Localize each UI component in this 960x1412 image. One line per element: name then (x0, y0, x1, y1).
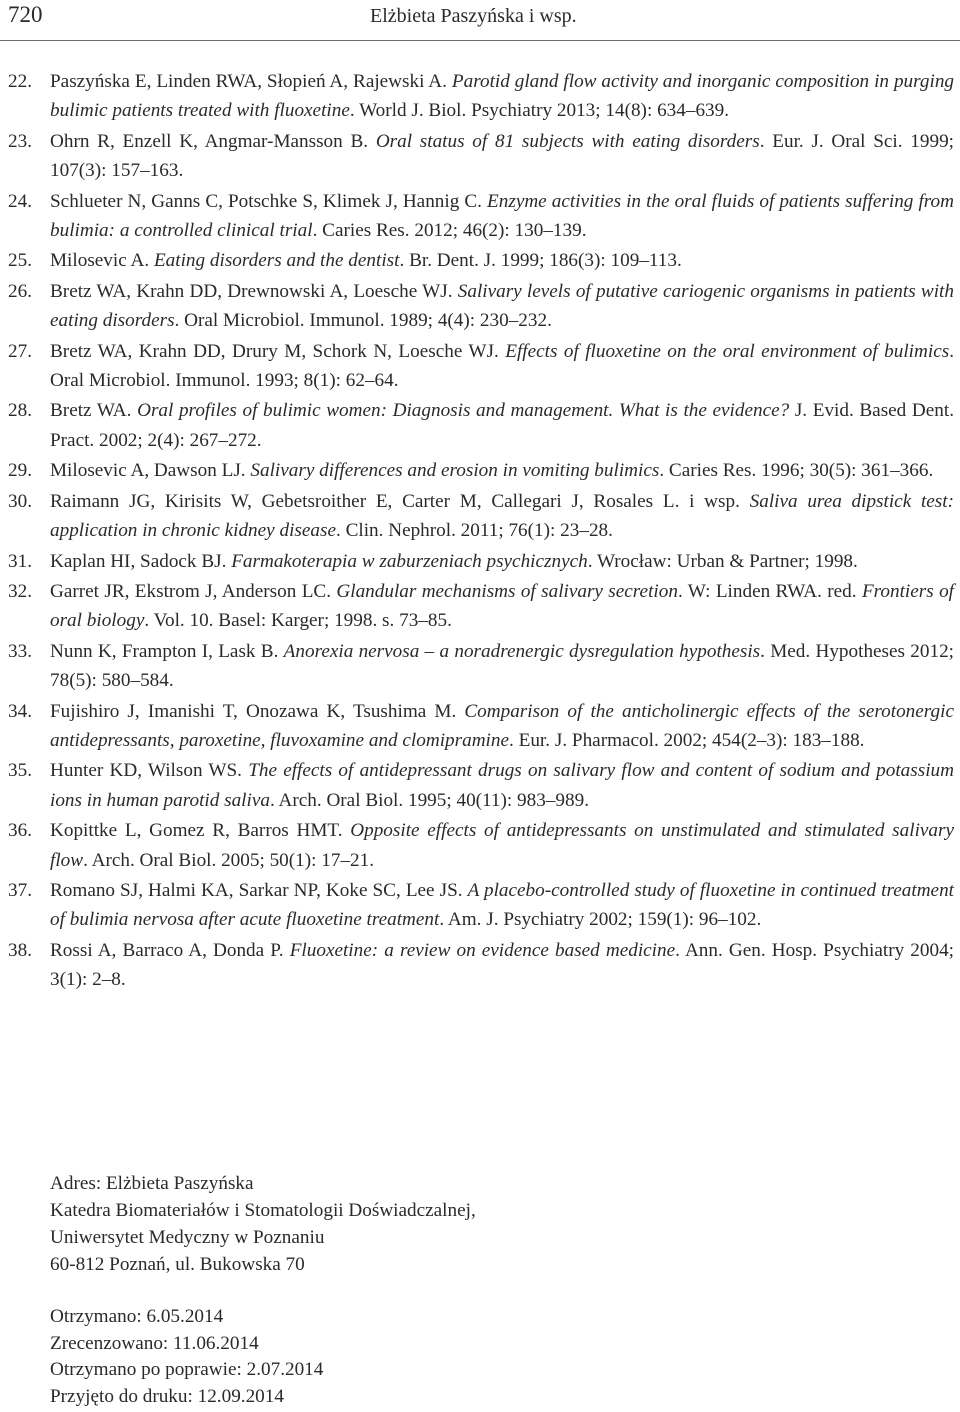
running-head: Elżbieta Paszyńska i wsp. (370, 5, 577, 27)
reference-authors: Bretz WA, Krahn DD, Drewnowski A, Loesche WJ. (50, 280, 458, 302)
reference-title: Anorexia nervosa – a noradrenergic dysregulation hypothesis (283, 640, 761, 662)
reference-title: Saliva urea dipstick test: application in chronic kidney disease (50, 490, 954, 542)
reference-authors: Bretz WA, Krahn DD, Drury M, Schork N, Loesche WJ. (50, 340, 506, 362)
reference-source: . Eur. J. Pharmacol. 2002; 454(2–3): 183–188. (509, 729, 865, 751)
reference-item (8, 246, 954, 275)
reference-source: . Arch. Oral Biol. 1995; 40(11): 983–989. (269, 789, 590, 811)
reference-number: 24. (8, 190, 32, 212)
reference-number: 33. (8, 640, 32, 662)
revised-date: Otrzymano po poprawie: 2.07.2014 (50, 1359, 324, 1380)
reference-number: 22. (8, 71, 32, 92)
correspondence-address (50, 1170, 476, 1278)
reference-source: . Eur. J. Oral Sci. 1999; 107(3): 157–163. (50, 130, 955, 182)
address-line: Uniwersytet Medyczny w Poznaniu (50, 1227, 325, 1248)
reference-title: Oral profiles of bulimic women: Diagnosis and management. What is the evidence? (137, 400, 790, 422)
reference-authors: Romano SJ, Halmi KA, Sarkar NP, Koke SC, Lee JS. (50, 879, 468, 901)
reference-item (8, 756, 954, 815)
reference-title: Oral status of 81 subjects with eating disorders (375, 130, 760, 152)
accepted-date: Przyjęto do druku: 12.09.2014 (50, 1385, 284, 1407)
address-line: Adres: Elżbieta Paszyńska (50, 1173, 254, 1194)
reference-source: . Med. Hypotheses 2012; 78(5): 580–584. (50, 640, 954, 692)
reference-title: Effects of fluoxetine on the oral environment of bulimics (505, 340, 950, 362)
reference-authors: Fujishiro J, Imanishi T, Onozawa K, Tsushima M. (50, 700, 465, 722)
reference-item (8, 487, 954, 546)
reference-source: . Oral Microbiol. Immunol. 1993; 8(1): 62–64. (50, 340, 954, 392)
reference-list (8, 67, 954, 996)
reference-source: . Wrocław: Urban & Partner; 1998. (587, 550, 858, 572)
reference-source: J. Evid. Based Dent. Pract. 2002; 2(4): 267–272. (50, 400, 954, 451)
reference-authors: Milosevic A. (50, 250, 154, 272)
reference-number: 31. (8, 550, 32, 572)
reference-number: 27. (8, 340, 32, 362)
page-number: 720 (8, 2, 43, 27)
reference-authors: Kopittke L, Gomez R, Barros HMT. (50, 820, 351, 842)
reference-authors: Raimann JG, Kirisits W, Gebetsroither E, Carter M, Callegari J, Rosales L. i wsp. (50, 490, 750, 512)
reference-authors: Milosevic A, Dawson LJ. (50, 460, 251, 482)
reference-authors: Bretz WA. (50, 400, 138, 422)
reference-item (8, 876, 954, 935)
header-rule (0, 40, 960, 41)
reference-number: 29. (8, 460, 32, 482)
reference-item (8, 337, 954, 396)
reference-number: 36. (8, 820, 32, 842)
reference-number: 25. (8, 250, 32, 272)
reference-authors: Nunn K, Frampton I, Lask B. (50, 640, 284, 662)
reference-item (8, 127, 954, 186)
reference-source: . Oral Microbiol. Immunol. 1989; 4(4): 230–232. (174, 310, 552, 332)
reference-authors: Ohrn R, Enzell K, Angmar-Mansson B. (50, 130, 376, 152)
reference-number: 35. (8, 760, 32, 782)
reference-authors: Kaplan HI, Sadock BJ. (50, 550, 232, 572)
reference-item (8, 547, 954, 576)
reference-number: 30. (8, 490, 32, 512)
reference-authors: Hunter KD, Wilson WS. (50, 760, 249, 782)
reference-title: Enzyme activities in the oral fluids of patients suffering from bulimia: a controlled clinical trial (50, 190, 954, 242)
reference-source: . Arch. Oral Biol. 2005; 50(1): 17–21. (83, 849, 375, 871)
reference-title: Eating disorders and the dentist (153, 250, 400, 272)
reference-item (8, 187, 954, 246)
reference-number: 32. (8, 580, 32, 602)
reference-title: Opposite effects of antidepressants on unstimulated and stimulated salivary flow (50, 820, 954, 871)
reference-number: 28. (8, 400, 32, 422)
reference-title: A placebo-controlled study of fluoxetine in continued treatment of bulimia nervosa after acute fluoxetine treatment (50, 879, 954, 931)
reference-authors: Garret JR, Ekstrom J, Anderson LC. (50, 580, 337, 602)
reference-source: . Caries Res. 2012; 46(2): 130–139. (312, 220, 587, 242)
reference-source: . Clin. Nephrol. 2011; 76(1): 23–28. (335, 520, 613, 542)
reference-title: Glandular mechanisms of salivary secretion (336, 580, 678, 602)
reference-book-title: Frontiers of oral biology (50, 580, 954, 632)
reference-item (8, 577, 954, 636)
address-line: Katedra Biomateriałów i Stomatologii Doświadczalnej, (50, 1200, 476, 1221)
reference-number: 37. (8, 879, 32, 901)
reference-item (8, 277, 954, 336)
reference-item (8, 396, 954, 455)
reference-book-source: . Vol. 10. Basel: Karger; 1998. s. 73–85. (144, 610, 452, 632)
reference-number: 38. (8, 939, 32, 961)
reference-source: . World J. Biol. Psychiatry 2013; 14(8): 634–639. (349, 100, 730, 122)
reference-item (8, 456, 954, 485)
reference-title: The effects of antidepressant drugs on salivary flow and content of sodium and potassium ions in human parotid saliva (50, 760, 954, 811)
reference-item (8, 67, 954, 126)
reference-authors: Paszyńska E, Linden RWA, Słopień A, Rajewski A. (50, 71, 452, 92)
reference-authors: Rossi A, Barraco A, Donda P. (50, 939, 290, 961)
reference-source: . Am. J. Psychiatry 2002; 159(1): 96–102. (439, 909, 762, 931)
reference-source: . Caries Res. 1996; 30(5): 361–366. (659, 460, 934, 482)
page-header (0, 0, 960, 40)
received-date: Otrzymano: 6.05.2014 (50, 1306, 224, 1327)
reference-source: . Br. Dent. J. 1999; 186(3): 109–113. (399, 250, 682, 272)
reference-title: Fluoxetine: a review on evidence based medicine (289, 939, 676, 961)
reference-item (8, 697, 954, 756)
reference-source: . W: Linden RWA. red. (677, 580, 862, 602)
reference-number: 26. (8, 280, 32, 302)
reference-title: Farmakoterapia w zaburzeniach psychicznych (231, 550, 588, 572)
reference-title: Salivary differences and erosion in vomiting bulimics (250, 460, 660, 482)
reference-item (8, 816, 954, 875)
reference-number: 23. (8, 130, 32, 152)
reviewed-date: Zrecenzowano: 11.06.2014 (50, 1332, 259, 1354)
address-line: 60-812 Poznań, ul. Bukowska 70 (50, 1254, 305, 1275)
reference-title: Comparison of the anticholinergic effects of the serotonergic antidepressants, paroxetine, fluvoxamine and clomipramine (50, 700, 954, 751)
reference-authors: Schlueter N, Ganns C, Potschke S, Klimek J, Hannig C. (50, 190, 488, 212)
reference-title: Salivary levels of putative cariogenic organisms in patients with eating disorders (50, 280, 954, 332)
reference-item (8, 936, 954, 995)
article-dates (50, 1304, 323, 1410)
reference-source: . Ann. Gen. Hosp. Psychiatry 2004; 3(1): 2–8. (50, 939, 954, 991)
reference-number: 34. (8, 700, 32, 722)
reference-title: Parotid gland flow activity and inorganic composition in purging bulimic patients treated with fluoxetine (50, 71, 955, 122)
reference-item (8, 637, 954, 696)
